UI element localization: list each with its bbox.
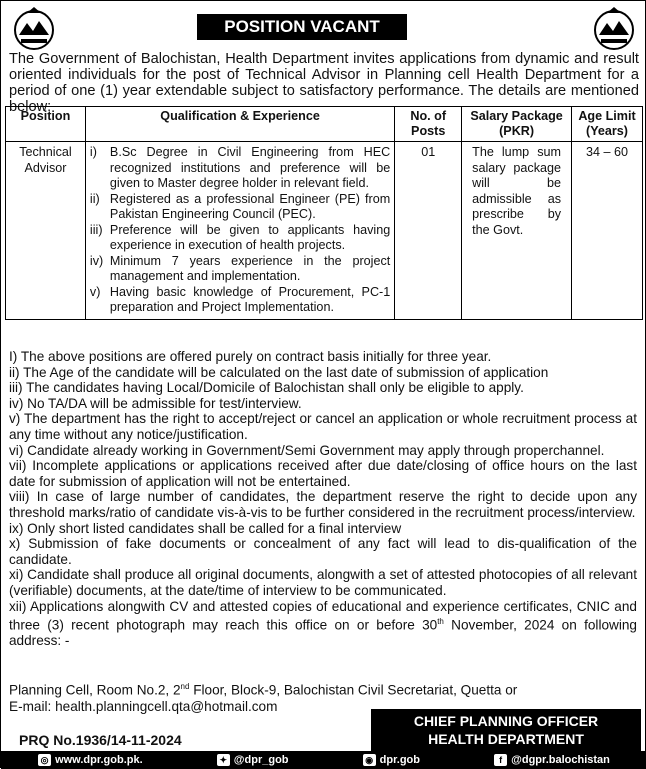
header-age: Age Limit (Years) <box>572 107 643 142</box>
ordinal-suffix: th <box>437 617 444 627</box>
table-row <box>6 142 643 320</box>
term-item: viii) In case of large number of candidates, the department reserve the right to decide upon any threshold marks/ratio of candidate vis-à-vis to be further considered in the recruitment process/interview. <box>9 489 637 520</box>
header-salary: Salary Package (PKR) <box>462 107 572 142</box>
qualification-text: Having basic knowledge of Procurement, PC-1 preparation and Project Implementation. <box>109 284 391 314</box>
qualification-text: Preference will be given to applicants having experience in execution of health projects. <box>109 222 391 252</box>
postal-address <box>9 679 637 699</box>
qualification-number: iii) <box>89 222 103 237</box>
footer-bar <box>1 751 646 769</box>
qualification-item <box>90 192 390 223</box>
qualification-item <box>90 254 390 285</box>
cell-posts: 01 <box>395 142 462 320</box>
term-item-submission <box>9 599 637 649</box>
term-item: v) The department has the right to accept/reject or cancel an application or whole recruitment process at any time without any notice/justification. <box>9 411 637 442</box>
signoff-department: HEALTH DEPARTMENT <box>428 731 584 747</box>
footer-facebook[interactable] <box>494 754 610 766</box>
term-submission-text-end: November, 2024 on following address: - <box>9 617 637 649</box>
address-line-end: Floor, Block-9, Balochistan Civil Secretariat, Quetta or <box>189 682 518 698</box>
term-item: iv) No TA/DA will be admissible for test/interview. <box>9 395 302 411</box>
term-item: x) Submission of fake documents or concealment of any fact will lead to dis-qualification of the candidate. <box>9 536 637 567</box>
signoff-box <box>371 709 641 751</box>
balochistan-emblem-logo <box>591 5 637 51</box>
qualification-number: iv) <box>89 253 104 268</box>
email-address: E-mail: health.planningcell.qta@hotmail.com <box>9 698 278 714</box>
twitter-icon: ✦ <box>217 754 230 766</box>
qualification-item <box>90 223 390 254</box>
cell-age: 34 – 60 <box>572 142 643 320</box>
terms-list <box>9 349 637 649</box>
term-item: vii) Incomplete applications or applications received after due date/closing of office hours on the last date for submission of application will not be entertained. <box>9 458 637 489</box>
prq-number: PRQ No.1936/14-11-2024 <box>19 732 182 748</box>
footer-instagram[interactable] <box>363 754 420 766</box>
table-header-row <box>6 107 643 142</box>
instagram-icon: ◉ <box>363 754 376 766</box>
qualification-text: Registered as a professional Engineer (PE) from Pakistan Engineering Council (PEC). <box>109 191 391 221</box>
footer-instagram-text: dpr.gob <box>379 754 420 766</box>
footer-facebook-text: @dgpr.balochistan <box>511 754 610 766</box>
address-line-start: Planning Cell, Room No.2, 2 <box>9 682 181 698</box>
term-item: xi) Candidate shall produce all original documents, alongwith a set of attested photocopies of all relevant (verifiable) documents, at the date/time of interview to be communicated. <box>9 567 637 598</box>
qualification-item <box>90 145 390 192</box>
term-item: vi) Candidate already working in Government/Semi Government may apply through properchannel. <box>9 442 605 458</box>
balochistan-emblem-logo <box>11 5 57 51</box>
qualification-number: ii) <box>89 191 100 206</box>
qualification-item <box>90 285 390 316</box>
position-table <box>5 106 643 320</box>
cell-qualifications <box>85 142 394 320</box>
qualification-text: Minimum 7 years experience in the project management and implementation. <box>109 253 391 283</box>
qualification-number: v) <box>89 284 101 299</box>
footer-twitter[interactable] <box>217 754 289 766</box>
position-vacant-title: POSITION VACANT <box>197 14 407 40</box>
intro-paragraph: The Government of Balochistan, Health Department invites applications from dynamic and result oriented individuals for the post of Technical Advisor in Planning cell Health Department for a period of one (1) year extendable subject to satisfactory performance. The details are mentioned below: <box>9 51 639 115</box>
ordinal-suffix: nd <box>180 682 190 691</box>
term-item: I) The above positions are offered purely on contract basis initially for three year. <box>9 349 492 364</box>
term-submission-text: xii) Applications alongwith CV and attested copies of educational and experience certificates, CNIC and three (3) recent photograph may reach this office on or before 30 <box>9 598 637 633</box>
qualification-text: B.Sc Degree in Civil Engineering from HEC recognized institutions and preference will be given to Master degree holder in relevant field. <box>109 145 391 190</box>
footer-website-text: www.dpr.gob.pk. <box>55 754 143 766</box>
qualification-number: i) <box>89 145 97 159</box>
header-posts: No. of Posts <box>395 107 462 142</box>
term-item: ii) The Age of the candidate will be calculated on the last date of submission of application <box>9 364 549 380</box>
header-qualification: Qualification & Experience <box>85 107 394 142</box>
term-item: iii) The candidates having Local/Domicile of Balochistan shall only be eligible to apply. <box>9 380 524 396</box>
term-item: ix) Only short listed candidates shall be called for a final interview <box>9 520 402 536</box>
signoff-title: CHIEF PLANNING OFFICER <box>413 713 599 729</box>
header-position: Position <box>6 107 86 142</box>
cell-salary: The lump sum salary package will be admissible as prescribe by the Govt. <box>462 142 572 320</box>
globe-icon: ◎ <box>38 754 51 766</box>
footer-twitter-text: @dpr_gob <box>233 754 289 766</box>
cell-position: Technical Advisor <box>6 142 86 320</box>
footer-website[interactable] <box>38 754 143 766</box>
facebook-icon: f <box>494 754 507 766</box>
